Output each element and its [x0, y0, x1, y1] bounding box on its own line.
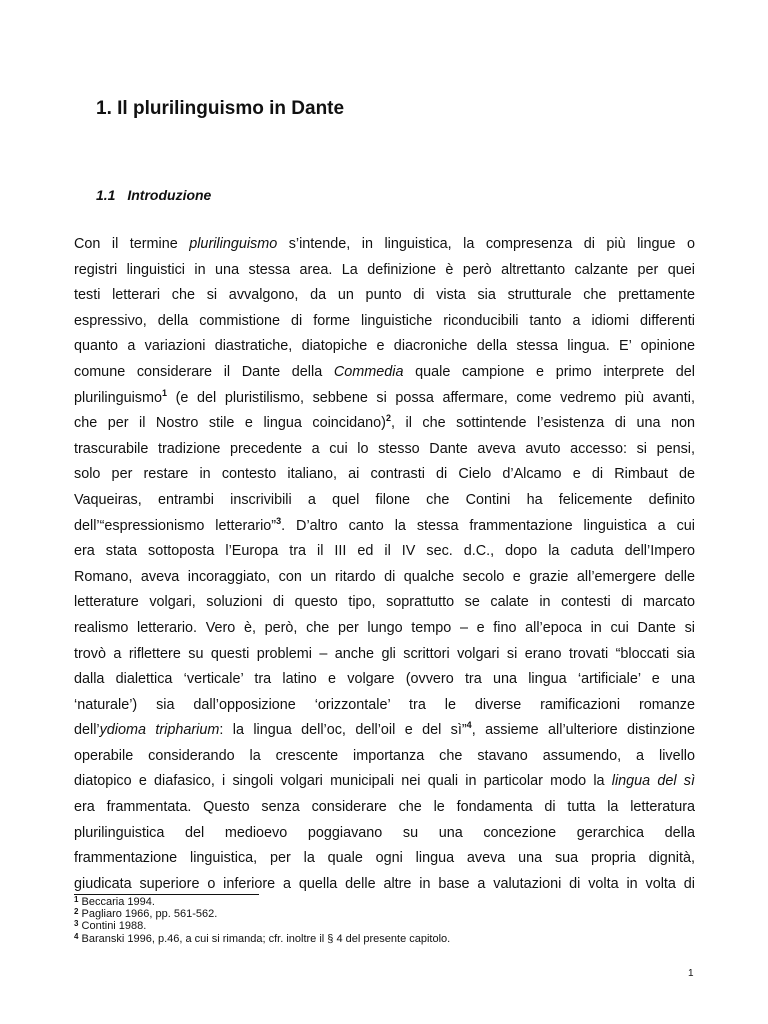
page-number: 1: [688, 968, 694, 979]
text-line: che per il Nostro stile e lingua coincidano)$^2$, il che sottintende l’esistenza di una non: [74, 413, 695, 432]
text-line: realismo letterario. Vero è, però, che per lungo tempo – e fino all’epoca in cui Dante si: [74, 619, 695, 636]
text-line: quanto a variazioni diastratiche, diatopiche e diacroniche della stessa lingua. E’ opinione: [74, 338, 695, 355]
text-line: frammentazione linguistica, per la quale ogni lingua aveva una sua propria dignità,: [74, 850, 695, 867]
footnote-ref: 4: [466, 720, 472, 731]
chapter-title: 1. Il plurilinguismo in Dante: [96, 98, 345, 119]
footnote: $^2$ Pagliaro 1966, pp. 561-562.: [74, 907, 218, 921]
text-line: era frammentata. Questo senza considerare che le fondamenta di tutta la letteratura: [74, 799, 695, 816]
text-line: solo per restare in contesto italiano, ai contrasti di Cielo d’Alcamo e di Rimbaut de: [74, 466, 695, 483]
text-line: espressivo, della commistione di forme linguistiche riconducibili tanto a idiomi differenti: [74, 312, 695, 329]
text-line: giudicata superiore o inferiore a quella delle altre in base a valutazioni di volta in volta di: [74, 875, 695, 892]
text-line: diatopico e diafasico, i singoli volgari municipali nei quali in particolar modo la lingua del sì: [74, 773, 695, 790]
section-number: 1.1: [96, 187, 116, 203]
section-heading: [96, 187, 211, 203]
text-line: plurilinguistica del medioevo poggiavano su una concezione gerarchica della: [74, 824, 695, 841]
footnote-separator: [74, 894, 259, 895]
text-line: ‘naturale’) sia dall’opposizione ‘orizzontale’ tra le diverse ramificazioni romanze: [74, 696, 695, 713]
section-title: Introduzione: [127, 187, 212, 203]
text-line: era stata sottoposta l’Europa tra il III ed il IV sec. d.C., dopo la caduta dell’Impero: [74, 543, 695, 560]
footnote: $^3$ Contini 1988.: [74, 919, 147, 933]
text-line: testi letterari che si avvalgono, da un punto di vista sia strutturale che prettamente: [74, 287, 695, 304]
footnote-ref: 2: [385, 413, 391, 424]
text-line: Romano, aveva incoraggiato, con un ritardo di qualche secolo e grazie all’emergere delle: [74, 568, 695, 585]
text-line: Con il termine plurilinguismo s’intende, in linguistica, la compresenza di più lingue o: [74, 236, 695, 252]
text-line: dalla dialettica ‘verticale’ tra latino e volgare (ovvero tra una lingua ‘artificiale’ e una: [74, 671, 695, 688]
footnote: $^4$ Baranski 1996, p.46, a cui si rimanda; cfr. inoltre il § 4 del presente capitolo.: [74, 931, 451, 945]
text-line: Vaqueiras, entrambi inscrivibili a quel filone che Contini ha felicemente definito: [74, 491, 695, 508]
text-line: letterature volgari, soluzioni di questo tipo, soprattutto se calate in contesti di marcato: [74, 594, 695, 611]
footnote: $^1$ Beccaria 1994.: [74, 895, 155, 908]
body-text: [74, 232, 695, 897]
text-line: trascurabile tradizione precedente a cui lo stesso Dante aveva avuto accesso: si pensi,: [74, 440, 695, 457]
footnotes: [74, 896, 694, 945]
footnote-ref: 1: [161, 387, 167, 398]
text-line: registri linguistici in una stessa area. La definizione è però altrettanto calzante per quei: [74, 261, 695, 278]
text-line: operabile considerando la crescente importanza che stavano assumendo, a livello: [74, 747, 695, 764]
text-line: dell’“espressionismo letterario”$^3$. D’altro canto la stessa frammentazione linguistica a cui: [74, 515, 695, 534]
text-line: plurilinguismo$^1$ (e del pluristilismo, sebbene si possa affermare, come vedremo più avanti,: [74, 387, 695, 406]
text-line: dell’ydioma tripharium: la lingua dell’oc, dell’oil e del sì”$^4$, assieme all’ulteriore distinzione: [74, 720, 695, 739]
text-line: comune considerare il Dante della Commedia quale campione e primo interprete del: [74, 363, 695, 380]
footnote-ref: 3: [276, 515, 282, 526]
text-line: trovò a riflettere su questi problemi – anche gli scrittori volgari si erano trovati “bloccati sia: [74, 645, 695, 662]
